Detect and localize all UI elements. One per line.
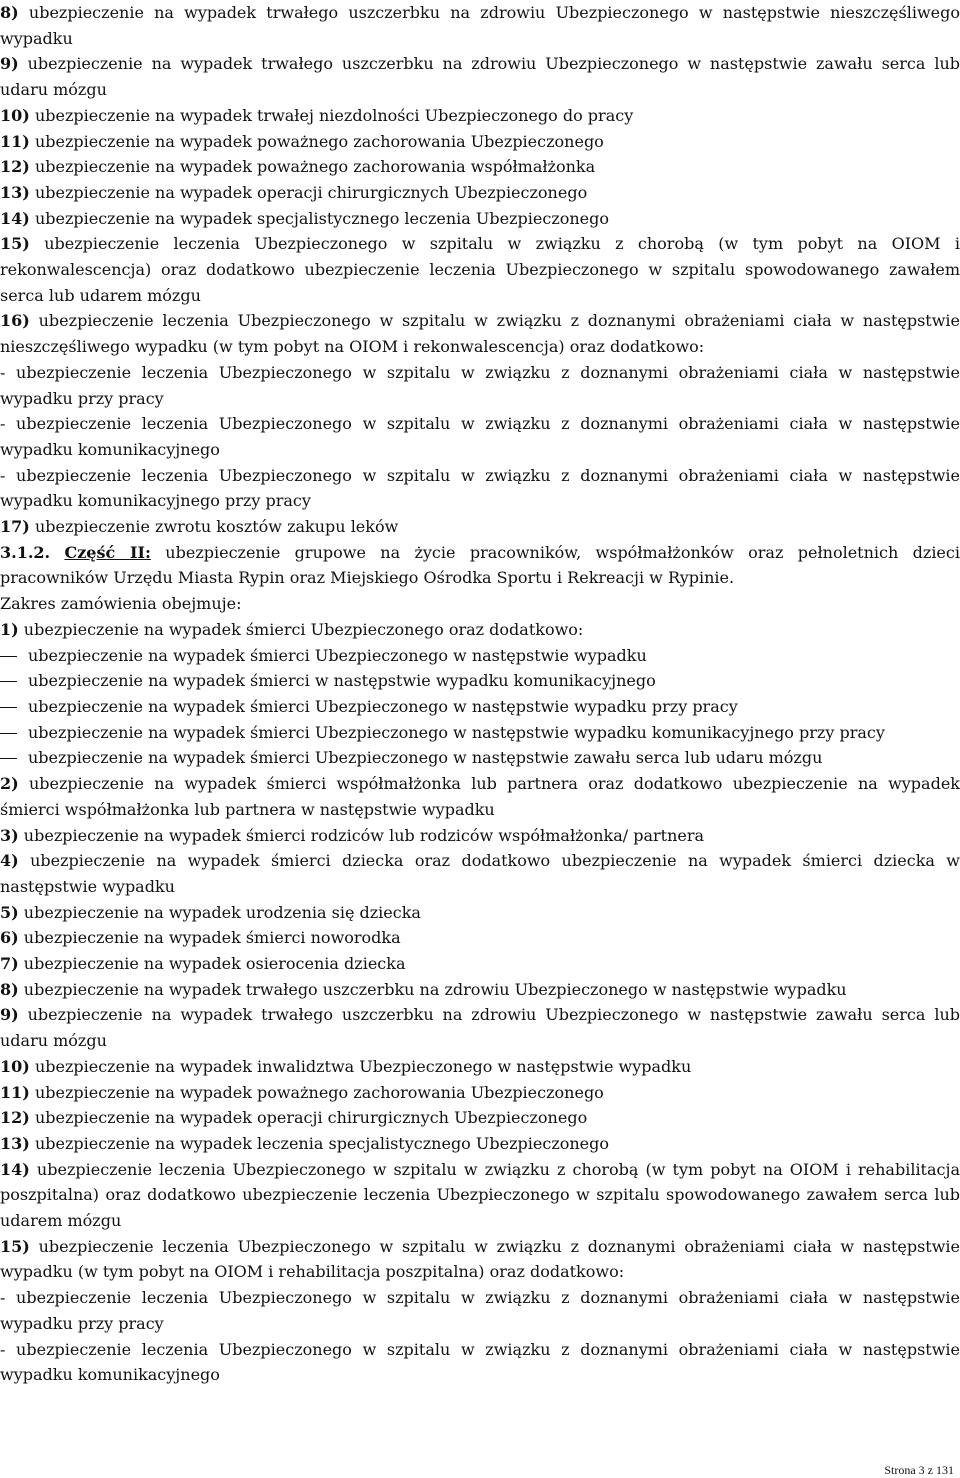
list-item: 14) ubezpieczenie leczenia Ubezpieczonego w szpitalu w związku z chorobą (w tym pobyt na OIOM i rehabilitacja poszpitalna) oraz dodatkowo ubezpieczenie leczenia Ubezpieczonego w szpitalu spowodowanego zawałem serca lub udarem mózgu [0, 1159, 960, 1231]
hyphen-item: - ubezpieczenie leczenia Ubezpieczonego w szpitalu w związku z doznanymi obrażeniami ciała w następstwie wypadku przy pracy [0, 1288, 960, 1333]
hyphen-item: - ubezpieczenie leczenia Ubezpieczonego w szpitalu w związku z doznanymi obrażeniami ciała w następstwie wypadku komunikacyjnego przy pracy [0, 465, 960, 511]
list-item: 12) ubezpieczenie na wypadek poważnego zachorowania współmałżonka [0, 157, 596, 177]
section-number: 3.1.2. [0, 542, 51, 562]
list-item: 17) ubezpieczenie zwrotu kosztów zakupu leków [0, 517, 399, 537]
list-item: 11) ubezpieczenie na wypadek poważnego zachorowania Ubezpieczonego [0, 131, 604, 151]
list-item: 13) ubezpieczenie na wypadek operacji chirurgicznych Ubezpieczonego [0, 182, 588, 202]
list-item: 8) ubezpieczenie na wypadek trwałego uszczerbku na zdrowiu Ubezpieczonego w następstwie nieszczęśliwego wypadku [0, 3, 960, 48]
page-number: Strona 3 z 131 [884, 1463, 954, 1477]
list-item: 14) ubezpieczenie na wypadek specjalistycznego leczenia Ubezpieczonego [0, 208, 610, 228]
list-item: 3) ubezpieczenie na wypadek śmierci rodziców lub rodziców współmałżonka/ partnera [0, 825, 705, 845]
list-item: 15) ubezpieczenie leczenia Ubezpieczonego w szpitalu w związku z chorobą (w tym pobyt na OIOM i rekonwalescencja) oraz dodatkowo ubezpieczenie leczenia Ubezpieczonego w szpitalu spowodowanego zawałem serca lub udarem mózgu [0, 234, 960, 305]
dash-list-item: ubezpieczenie na wypadek śmierci w następstwie wypadku komunikacyjnego [0, 668, 960, 694]
list-item: 16) ubezpieczenie leczenia Ubezpieczonego w szpitalu w związku z doznanymi obrażeniami ciała w następstwie nieszczęśliwego wypadku (w tym pobyt na OIOM i rekonwalescencja) oraz dodatkowo: [0, 311, 960, 357]
list-item: 1) ubezpieczenie na wypadek śmierci Ubezpieczonego oraz dodatkowo: [0, 619, 584, 639]
list-item: 11) ubezpieczenie na wypadek poważnego zachorowania Ubezpieczonego [0, 1082, 604, 1102]
dash-list-item: ubezpieczenie na wypadek śmierci Ubezpieczonego w następstwie wypadku [0, 643, 960, 669]
dash-list-item: ubezpieczenie na wypadek śmierci Ubezpieczonego w następstwie wypadku komunikacyjnego przy pracy [0, 720, 960, 746]
list-item: 13) ubezpieczenie na wypadek leczenia specjalistycznego Ubezpieczonego [0, 1133, 610, 1153]
list-item: 10) ubezpieczenie na wypadek trwałej niezdolności Ubezpieczonego do pracy [0, 105, 634, 125]
list-item: 15) ubezpieczenie leczenia Ubezpieczonego w szpitalu w związku z doznanymi obrażeniami ciała w następstwie wypadku (w tym pobyt na OIOM i rehabilitacja poszpitalna) oraz dodatkowo: [0, 1236, 960, 1282]
hyphen-item: - ubezpieczenie leczenia Ubezpieczonego w szpitalu w związku z doznanymi obrażeniami ciała w następstwie wypadku komunikacyjnego [0, 414, 960, 459]
list-item: 6) ubezpieczenie na wypadek śmierci noworodka [0, 928, 401, 948]
list-item: 4) ubezpieczenie na wypadek śmierci dziecka oraz dodatkowo ubezpieczenie na wypadek śmierci dziecka w następstwie wypadku [0, 851, 960, 896]
dash-list-item: ubezpieczenie na wypadek śmierci Ubezpieczonego w następstwie wypadku przy pracy [0, 694, 960, 720]
list-item: 9) ubezpieczenie na wypadek trwałego uszczerbku na zdrowiu Ubezpieczonego w następstwie zawału serca lub udaru mózgu [0, 54, 960, 100]
list-item: 12) ubezpieczenie na wypadek operacji chirurgicznych Ubezpieczonego [0, 1108, 588, 1128]
section-heading [0, 540, 960, 591]
scope-intro: Zakres zamówienia obejmuje: [0, 594, 242, 614]
list-item: 9) ubezpieczenie na wypadek trwałego uszczerbku na zdrowiu Ubezpieczonego w następstwie zawału serca lub udaru mózgu [0, 1005, 960, 1051]
dash-list-item: ubezpieczenie na wypadek śmierci Ubezpieczonego w następstwie zawału serca lub udaru mózgu [0, 745, 960, 771]
list-item: 10) ubezpieczenie na wypadek inwalidztwa Ubezpieczonego w następstwie wypadku [0, 1056, 692, 1076]
hyphen-item: - ubezpieczenie leczenia Ubezpieczonego w szpitalu w związku z doznanymi obrażeniami ciała w następstwie wypadku komunikacyjnego [0, 1339, 960, 1385]
list-item: 7) ubezpieczenie na wypadek osierocenia dziecka [0, 954, 406, 974]
list-item: 8) ubezpieczenie na wypadek trwałego uszczerbku na zdrowiu Ubezpieczonego w następstwie wypadku [0, 979, 847, 999]
section-text: ubezpieczenie grupowe na życie pracowników, współmałżonków oraz pełnoletnich dzieci pracowników Urzędu Miasta Rypin oraz Miejskiego Ośrodka Sportu i Rekreacji w Rypinie. [0, 542, 960, 588]
section-label: Część II: [64, 542, 151, 562]
hyphen-item: - ubezpieczenie leczenia Ubezpieczonego w szpitalu w związku z doznanymi obrażeniami ciała w następstwie wypadku przy pracy [0, 362, 960, 408]
list-item: 2) ubezpieczenie na wypadek śmierci współmałżonka lub partnera oraz dodatkowo ubezpieczenie na wypadek śmierci współmałżonka lub partnera w następstwie wypadku [0, 774, 960, 819]
list-item: 5) ubezpieczenie na wypadek urodzenia się dziecka [0, 902, 421, 922]
